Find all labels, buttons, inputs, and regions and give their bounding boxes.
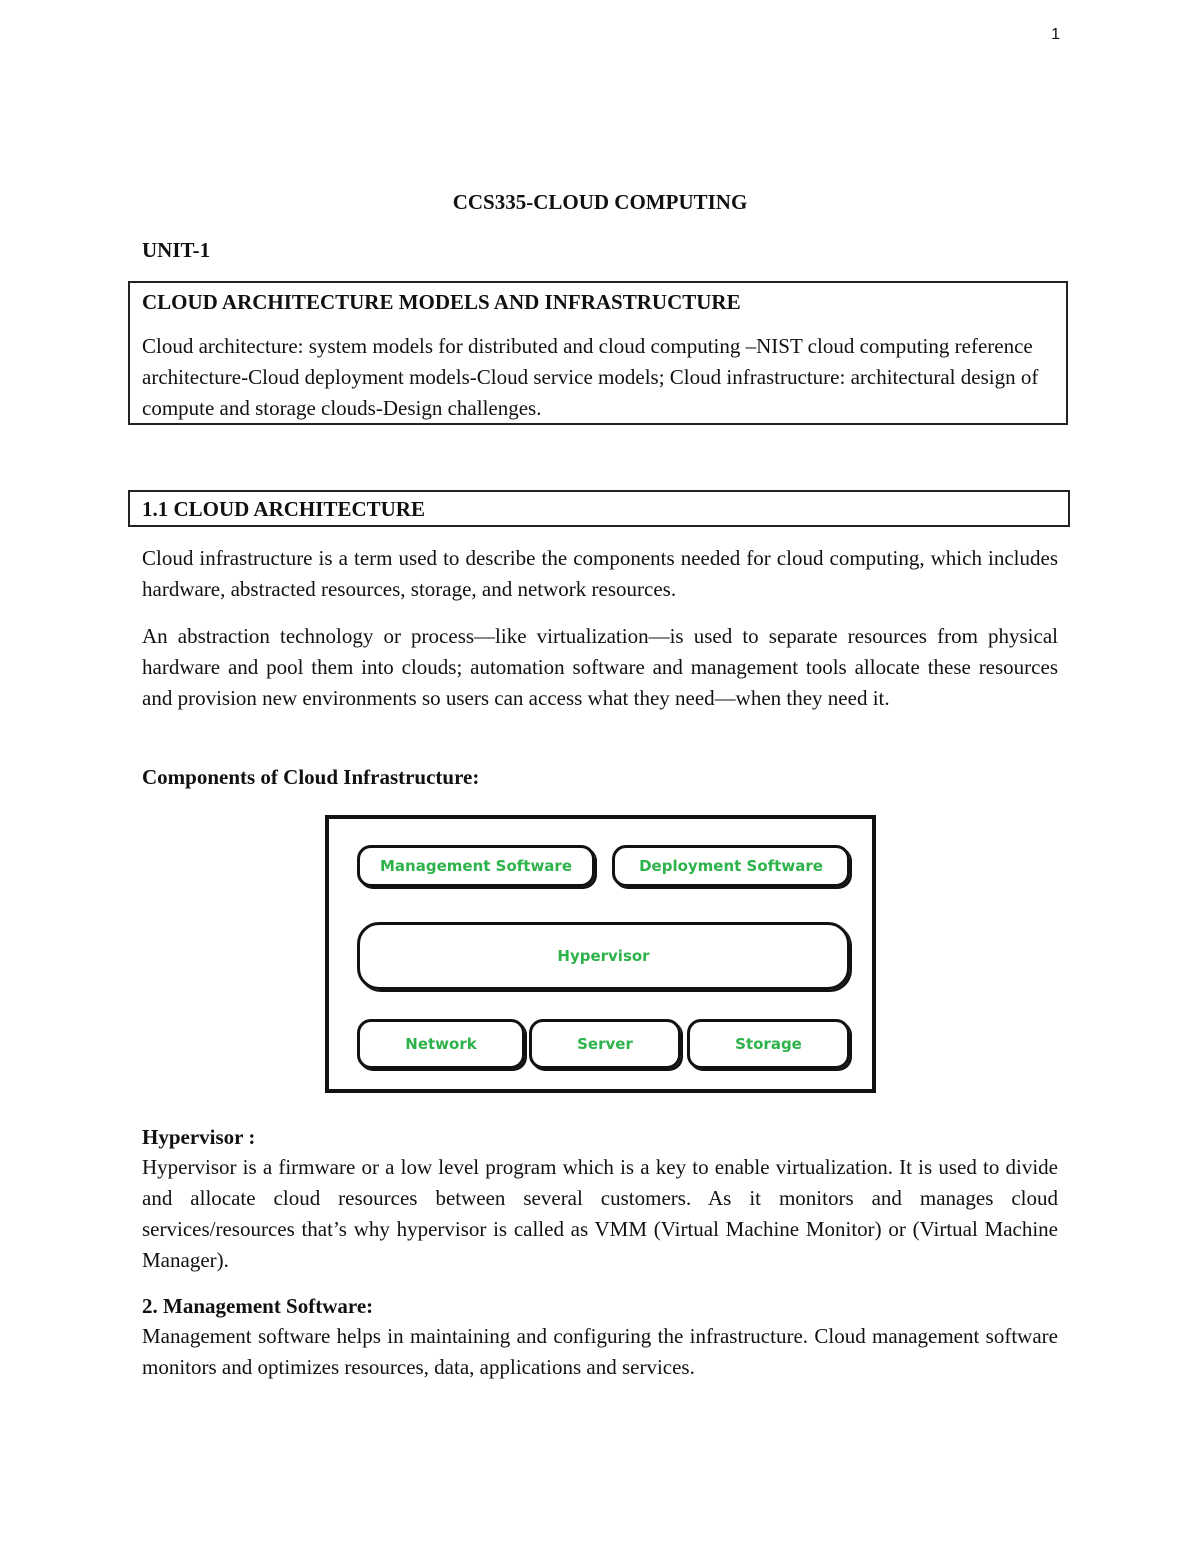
- hypervisor-block: Hypervisor: [357, 922, 850, 990]
- section-heading: 1.1 CLOUD ARCHITECTURE: [128, 490, 1070, 527]
- cloud-infrastructure-diagram: [325, 815, 876, 1093]
- management-software-heading: 2. Management Software:: [142, 1294, 374, 1318]
- management-software-block: Management Software: [357, 845, 595, 887]
- syllabus-text: Cloud architecture: system models for distributed and cloud computing –NIST cloud computing reference architecture-Cloud deployment models-Cloud service models; Cloud infrastructure: architectural design of compute and storage clouds-Design challenges.: [142, 334, 1039, 420]
- syllabus-heading: CLOUD ARCHITECTURE MODELS AND INFRASTRUCTURE: [142, 290, 741, 314]
- server-block: Server: [529, 1019, 681, 1069]
- management-software-paragraph: Management software helps in maintaining and configuring the infrastructure. Cloud management software monitors and optimizes resources, data, applications and services.: [142, 1324, 1058, 1379]
- deployment-software-block: Deployment Software: [612, 845, 850, 887]
- unit-label: UNIT-1: [142, 238, 211, 262]
- document-title: CCS335-CLOUD COMPUTING: [452, 190, 748, 214]
- network-block: Network: [357, 1019, 525, 1069]
- syllabus-box: [128, 281, 1068, 425]
- hypervisor-heading: Hypervisor :: [142, 1125, 256, 1149]
- intro-paragraph: Cloud infrastructure is a term used to describe the components needed for cloud computing, which includes hardware, abstracted resources, storage, and network resources.: [142, 546, 1058, 601]
- storage-block: Storage: [687, 1019, 850, 1069]
- page-number: 1: [1051, 26, 1060, 43]
- hypervisor-paragraph: Hypervisor is a firmware or a low level program which is a key to enable virtualization. It is used to divide and allocate cloud resources between several customers. As it monitors and manages cloud services/resources that’s why hypervisor is called as VMM (Virtual Machine Monitor) or (Virtual Machine Manager).: [142, 1155, 1058, 1272]
- abstraction-paragraph: An abstraction technology or process—like virtualization—is used to separate resources from physical hardware and pool them into clouds; automation software and management tools allocate these resources and provision new environments so users can access what they need—when they need it.: [142, 624, 1058, 710]
- components-heading: Components of Cloud Infrastructure:: [142, 765, 480, 789]
